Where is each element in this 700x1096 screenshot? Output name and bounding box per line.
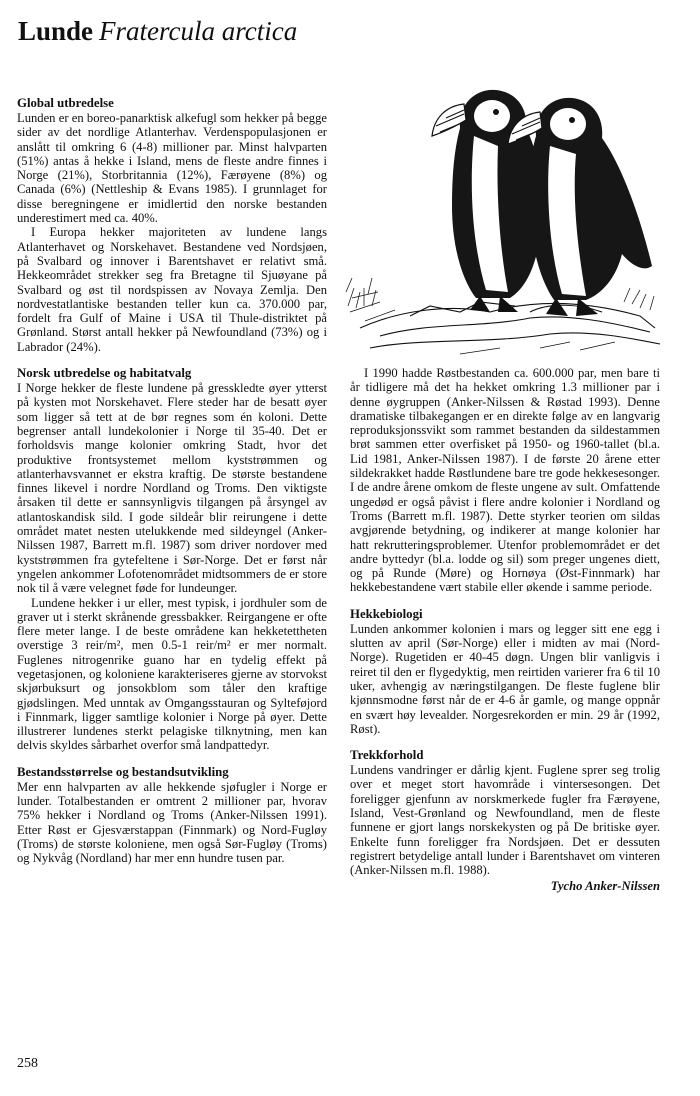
paragraph: Lunden er en boreo-panarktisk alkefugl som hekker på begge sider av det nordlige Atlanterhav. Verdenspopulasjonen er anslått til omkring 6 (4-8) millioner par. Minst halvparten (51%) antas å hekke i Island, mens de fleste andre finnes i Norge (21%), Storbritannia (12%), Færøyene (8%) og Canada (6%) (Nettleship & Evans 1985). I grunnlaget for disse beregningene er imidlertid den norske bestanden underestimert med ca. 40%. [17,111,327,226]
paragraph: I 1990 hadde Røstbestanden ca. 600.000 par, men bare ti år tidligere må det ha hekket omkring 1.3 millioner par i denne øygruppen (Anker-Nilssen & Røstad 1993). Denne dramatiske tilbakegangen er en direkte følge av en langvarig reproduksjonssvikt som rammet bestanden da sildestammen brøt sammen etter overfisket på 1950- og 1960-tallet (bl.a. Lid 1981, Anker-Nilssen 1987). I de første 20 årene etter sildekrakket hadde Røstlundene bare tre gode hekkesesonger. I de andre årene omkom de fleste ungene av sult. Omfattende ungedød er også påvist i flere andre kolonier i Nordland og Troms (Barrett m.fl. 1987). Dette styrker teorien om sildas avgjørende betydning, og indikerer at mange kolonier har hatt rekrutteringsproblemer. Utenfor problemområdet er det andre byttedyr (bl.a. lodde og sil) som preger ungenes diett, og på Runde (Møre) og Hornøya (Øst-Finnmark) har hekkebestandene vært stabile eller økende i samme periode. [350,366,660,595]
right-column [350,366,660,893]
section-heading-population: Bestandsstørrelse og bestandsutvikling [17,764,229,779]
species-common-name: Lunde [18,16,94,46]
page-number: 258 [17,1056,38,1071]
left-column [17,96,327,866]
paragraph: Lundens vandringer er dårlig kjent. Fuglene sprer seg trolig over et meget stort havområde i vintersesongen. Det foreligger gjenfunn av norskmerkede fugler fra Færøyene, Island, Vest-Grønland og Newfoundland, men de fleste funnene er gjort langs norskekysten og på De britiske øyer. Enkelte funn foreligger fra Nordsjøen. Det er dessuten registrert betydelige antall lunder i Barentshavet om vinteren (Anker-Nilssen m.fl. 1988). [350,763,660,878]
paragraph: I Europa hekker majoriteten av lundene langs Atlanterhavet og Norskehavet. Bestandene ved Nordsjøen, på Svalbard og innover i Barentshavet er relativt små. Hekkeområdet strekker seg fra Bretagne til Sjuøyane på Svalbard og øst til nordspissen av Novaya Zemlja. Den nordvestatlantiske bestanden teller kun ca. 370.000 par, fordelt fra Gulf of Maine i USA til Thule-distriktet på Grønland. Størst antall hekker på Newfoundland (73%) og i Labrador (24%). [17,225,327,354]
paragraph: Lunden ankommer kolonien i mars og legger sitt ene egg i slutten av april (Sør-Norge) eller i midten av mai (Nord-Norge). Rugetiden er 40-45 døgn. Ungen blir vanligvis i reiret til den er flygedyktig, men reirtiden varierer fra 6 til 10 uker, avhengig av næringstilgangen. De fleste fuglene blir kjønnsmodne først når de er 4-6 år gamle, og mange oppnår en svært høy levealder. Norgesrekorden er min. 29 år (1992, Røst). [350,621,660,736]
author-signature: Tycho Anker-Nilssen [550,878,660,893]
section-heading-breeding: Hekkebiologi [350,606,423,621]
section-heading-norwegian-distribution: Norsk utbredelse og habitatvalg [17,366,192,381]
paragraph: I Norge hekker de fleste lundene på gresskledte øyer ytterst på kysten mot Norskehavet. Flere steder har de besatt øyer som ligger så tett at de bør regnes som én koloni. Dette begrenser antall lundekolonier i Norge til 35-40. Det er forholdsvis mange kolonier omkring Stadt, hvor det produktive frontsystemet mellom kyststrømmen og atlanterhavsvannet er ekstra kraftig. De største bestandene finnes likevel i nordre Nordland og Troms. Den viktigste årsaken til dette er sannsynligvis tilgangen på årsyngel av atlantoskandisk sild. I gode sildeår blir reirungene i dette området matet nesten utelukkende med sildeyngel (Anker-Nilssen 1987, Barrett m.fl. 1987) som driver nordover med kyststrømmen fra gytefeltene i Sør-Norge. Det er først når yngelen ankommer Lofotenområdet midtsommers de er store nok til å være velegnet føde for lundeunger. [17,381,327,596]
paragraph: Mer enn halvparten av alle hekkende sjøfugler i Norge er lunder. Totalbestanden er omtrent 2 millioner par, hvorav 75% hekker i Nordland og Troms (Anker-Nilssen 1991). Etter Røst er Gjesværstappan (Finnmark) og Nord-Fugløy (Troms) de største koloniene, men også Sør-Fugløy (Troms) og Nykvåg (Nordland) har mer enn hundre tusen par. [17,779,327,866]
species-latin-name: Fratercula arctica [99,16,298,46]
section-heading-global: Global utbredelse [17,96,114,110]
page-title [18,14,297,48]
paragraph: Lundene hekker i ur eller, mest typisk, i jordhuler som de graver ut i sterkt skrånende gressbakker. Reirgangene er ofte flere meter lange. I de beste områdene kan hekketettheten overstige 3 reir/m², men 0.5-1 reir/m² er mer normalt. Fuglenes nitrogenrike guano har en tydelig effekt på vegetasjonen, og koloniene karakteriseres gjerne av storvokst skjørbuksurt og jonsokblom som tåler den kraftige gjødslingen. Med unntak av Omgangsstauran og Sylteføjord i Finnmark, ligger samtlige kolonier i Norge på øyer. Dette illustrerer lundenes sterkt pelagiske tilknytning, men kan delvis skyldes sårbarhet overfor små landpattedyr. [17,595,327,753]
section-heading-migration: Trekkforhold [350,748,424,763]
puffin-pair-illustration [340,66,670,358]
